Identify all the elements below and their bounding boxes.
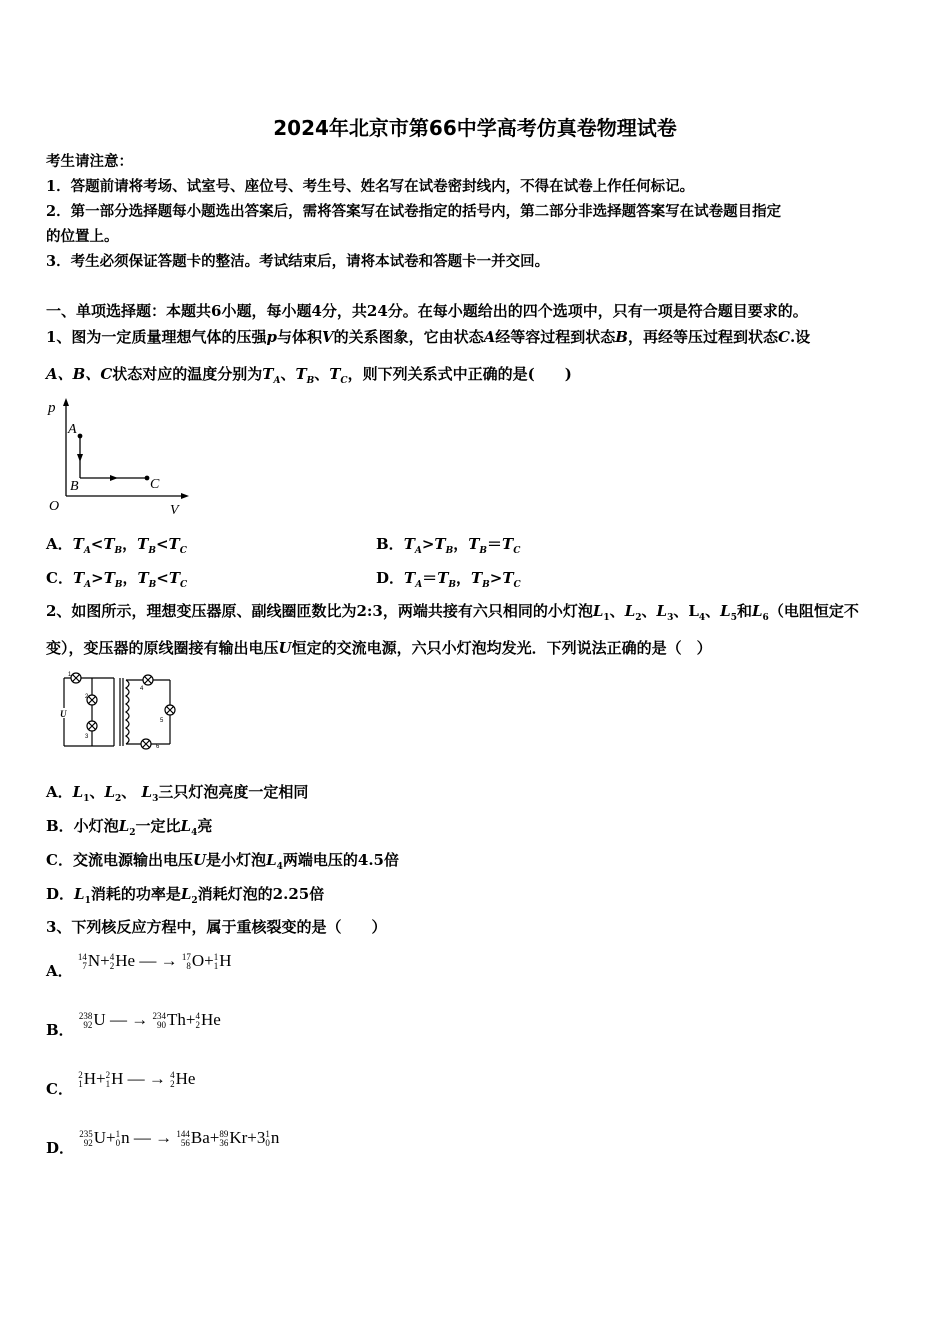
q1-option-d[interactable]: D．$T_A=T_B$，$T_B>T_C$: [376, 569, 521, 590]
lamp-label-1: 1: [68, 672, 72, 678]
q1-option-b[interactable]: B．$T_A>T_B$，$T_B=T_C$: [376, 535, 521, 556]
q3-stem: 3、下列核反应方程中，属于重核裂变的是（ ）: [46, 918, 387, 936]
equation-a: 14 7 N+ 4 2 He — → 17 8 O+ 1 1 H: [77, 951, 232, 972]
q1-option-c[interactable]: C．$T_A>T_B$，$T_B<T_C$: [46, 569, 188, 590]
q3-option-d[interactable]: D． 235 92 U+ 1 0 n — → 144 56 Ba+ 89 36 Kr+3 1 0 n: [46, 1128, 280, 1157]
q2-stem-line1: 2、如图所示，理想变压器原、副线圈匝数比为2:3，两端共接有六只相同的小灯泡$L_1$、$L_2$、$L_3$、$L_4$、$L_5$和$L_6$（电阻恒定不: [46, 602, 859, 623]
equation-c: 2 1 H+ 2 1 H — → 4 2 He: [78, 1069, 196, 1090]
graph-point-b: B: [70, 479, 79, 494]
section-heading: 一、单项选择题：本题共6小题，每小题4分，共24分。在每小题给出的四个选项中，只有一项是符合题目要求的。: [46, 302, 808, 320]
lamp-label-2: 2: [85, 694, 89, 700]
page-title: 2024年北京市第66中学高考仿真卷物理试卷: [273, 116, 677, 140]
notice-item-2: 2．第一部分选择题每小题选出答案后，需将答案写在试卷指定的括号内，第二部分非选择题答案写在试卷题目指定: [46, 203, 782, 220]
q2-option-a[interactable]: A．$L_1$、$L_2$、 $L_3$三只灯泡亮度一定相同: [46, 783, 309, 804]
q3-option-c[interactable]: C． 2 1 H+ 2 1 H — → 4 2 He: [46, 1069, 196, 1098]
graph-point-a: A: [68, 422, 77, 437]
q3-option-b[interactable]: B． 238 92 U — → 234 90 Th+ 4 2 He: [46, 1010, 221, 1039]
q1-option-a[interactable]: A．$T_A<T_B$，$T_B<T_C$: [46, 535, 187, 556]
notice-item-2-cont: 的位置上。: [46, 228, 119, 245]
lamp-label-6: 6: [156, 744, 160, 750]
q1-pv-graph: [44, 396, 194, 521]
q3-option-a[interactable]: A． 14 7 N+ 4 2 He — → 17 8 O+ 1 1 H: [46, 951, 232, 980]
graph-y-label: p: [48, 400, 56, 416]
lamp-label-3: 3: [85, 734, 89, 740]
lamp-label-4: 4: [140, 686, 144, 692]
notice-heading: 考生请注意：: [46, 153, 133, 170]
q1-stem-line2: A、B、C状态对应的温度分别为$T_A$、$T_B$、$T_C$，则下列关系式中正确的是( ): [46, 365, 572, 386]
q2-option-b[interactable]: B．小灯泡$L_2$一定比$L_4$亮: [46, 817, 213, 838]
q2-option-d[interactable]: D．$L_1$消耗的功率是$L_2$消耗灯泡的2.25倍: [46, 885, 325, 906]
graph-x-label: V: [170, 503, 179, 518]
circuit-source-label: U: [60, 709, 67, 719]
graph-point-c: C: [150, 477, 160, 492]
q2-circuit-diagram: [52, 668, 182, 754]
q2-option-c[interactable]: C．交流电源输出电压U是小灯泡$L_4$两端电压的4.5倍: [46, 851, 399, 872]
notice-item-3: 3．考生必须保证答题卡的整洁。考试结束后，请将本试卷和答题卡一并交回。: [46, 253, 550, 270]
equation-b: 238 92 U — → 234 90 Th+ 4 2 He: [78, 1010, 221, 1031]
q2-stem-line2: 变），变压器的原线圈接有输出电压U恒定的交流电源，六只小灯泡均发光．下列说法正确的是（ ）: [46, 639, 712, 657]
equation-d: 235 92 U+ 1 0 n — → 144 56 Ba+ 89 36 Kr+3 1 0 n: [79, 1128, 280, 1149]
graph-origin: O: [49, 499, 60, 514]
notice-item-1: 1．答题前请将考场、试室号、座位号、考生号、姓名写在试卷密封线内，不得在试卷上作任何标记。: [46, 178, 695, 195]
q1-stem-line1: 1、图为一定质量理想气体的压强p与体积V的关系图象，它由状态A经等容过程到状态B，再经等压过程到状态C.设: [46, 328, 811, 346]
lamp-label-5: 5: [160, 718, 164, 724]
